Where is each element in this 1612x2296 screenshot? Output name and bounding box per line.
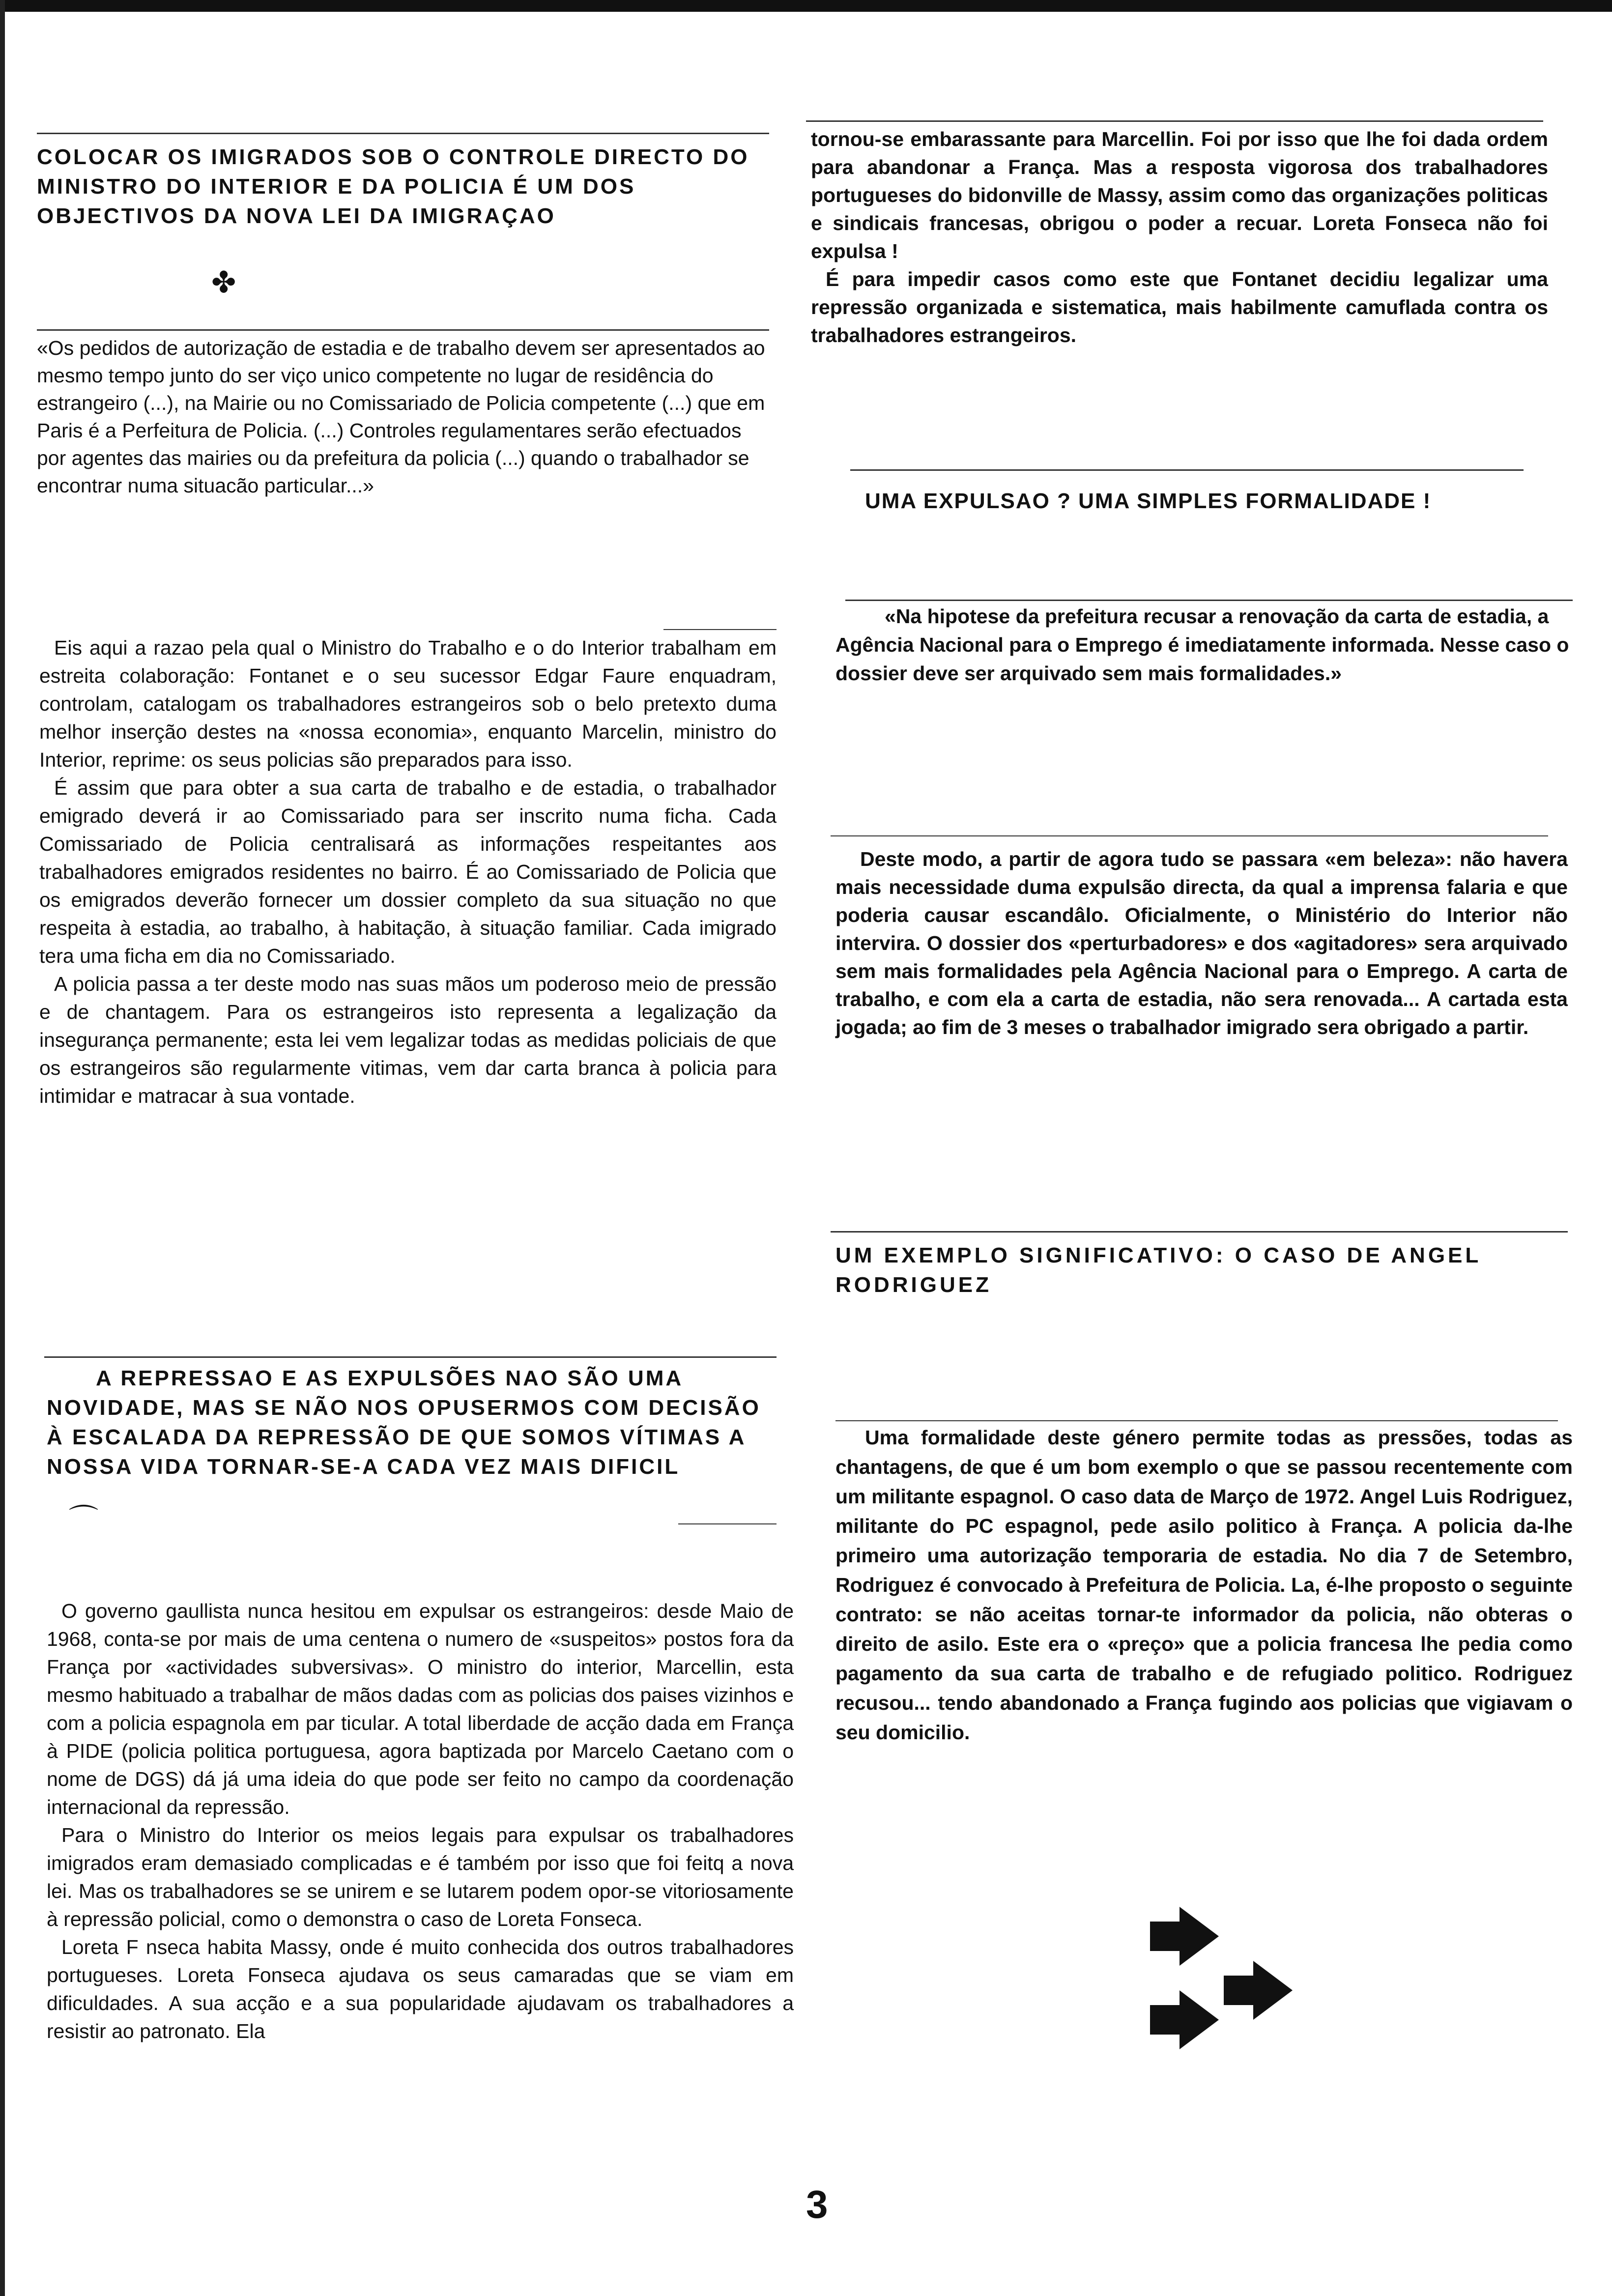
rule <box>835 1420 1558 1421</box>
right-body-3 <box>835 1423 1573 1747</box>
rule <box>663 629 777 630</box>
right-body-2 <box>835 845 1568 1041</box>
body-paragraph: tornou-se embarassante para Marcellin. Foi por isso que lhe foi dada ordem para abandonar a França. Mas a resposta vigorosa dos trabalhadores portugueses do bidonville de Massy, assim como das organizações politicas e sindicais francesas, obrigou o poder a recuar. Loreta Fonseca não foi expulsa ! <box>811 128 1548 262</box>
rule <box>850 469 1524 471</box>
right-heading-2 <box>835 1241 1548 1300</box>
rule <box>678 1523 777 1524</box>
quote-text: «Os pedidos de autorização de estadia e de trabalho devem ser apresentados ao mesmo tempo junto do ser viço unico competente no lugar de residência do estrangeiro (...), na Mairie ou no Comissariado de Policia competente (...) que em Paris é a Perfeitura de Policia. (...) Controles regulamentares serão efectuados por agentes das mairies ou da prefeitura da policia (...) quando o trabalhador se encontrar numa situacão particular...» <box>37 337 765 497</box>
body-paragraph: É para impedir casos como este que Fontanet decidiu legalizar uma repressão organizada e sistematica, mais habilmente camuflada contra os trabalhadores estrangeiros. <box>811 268 1548 346</box>
rule <box>44 1356 777 1358</box>
section-heading: UM EXEMPLO SIGNIFICATIVO: O CASO DE ANGEL RODRIGUEZ <box>835 1243 1481 1297</box>
left-body-2 <box>47 1597 794 2045</box>
body-paragraph: O governo gaullista nunca hesitou em expulsar os estrangeiros: desde Maio de 1968, conta-se por mais de uma centena o numero de «suspeitos» postos fora da França por «actividades subversivas». O ministro do interior, Marcellin, esta mesmo habituado a trabalhar de mãos dadas com as policias dos paises vizinhos e com a policia espagnola em par ticular. A total liberdade de acção dada em França à PIDE (policia politica portuguesa, agora baptizada por Marcelo Caetano com o nome de DGS) dá já uma ideia do que pode ser feito no campo da coordenação internacional da repressão. <box>47 1600 794 1818</box>
section-heading: COLOCAR OS IMIGRADOS SOB O CONTROLE DIRECTO DO MINISTRO DO INTERIOR E DA POLICIA É UM DOS OBJECTIVOS DA NOVA LEI DA IMIGRAÇAO <box>37 145 749 228</box>
right-body-1 <box>811 125 1548 349</box>
arrow-right-icon <box>1150 1907 1219 1966</box>
left-body-1 <box>39 634 777 1110</box>
body-paragraph: É assim que para obter a sua carta de trabalho e de estadia, o trabalhador emigrado deverá ir ao Comissariado para ser inscrito numa ficha. Cada Comissariado de Policia centralisará as informações respeitantes aos trabalhadores emigrados residentes no bairro. É ao Comissariado de Policia que os emigrados deverão fornecer um dossier completo da sua situação no que respeita à estadia, ao trabalho, à habitação, à situação familiar. Cada imigrado tera uma ficha em dia no Comissariado. <box>39 776 777 967</box>
body-paragraph: Eis aqui a razao pela qual o Ministro do Trabalho e o do Interior trabalham em estreita colaboração: Fontanet e o seu sucessor Edgar Faure enquadram, controlam, catalogam os trabalhadores estrangeiros sob o belo pretexto duma melhor inserção destes na «nossa economia», enquanto Marcelin, ministro do Interior, reprime: os seus policias são preparados para isso. <box>39 636 777 771</box>
left-border <box>0 0 5 2296</box>
arrow-right-icon <box>1150 1990 1219 2049</box>
left-quote-1 <box>37 334 769 499</box>
ornament-icon: ⌒ <box>69 1503 98 1536</box>
top-border <box>0 0 1612 12</box>
arrow-right-icon <box>1224 1961 1293 2020</box>
page-number: 3 <box>806 2182 828 2226</box>
quote-text: «Na hipotese da prefeitura recusar a renovação da carta de estadia, a Agência Nacional para o Emprego é imediatamente informada. Nesse caso o dossier deve ser arquivado sem mais formalidades.» <box>835 605 1569 685</box>
right-quote-1 <box>835 602 1573 688</box>
section-heading: A REPRESSAO E AS EXPULSÕES NAO SÃO UMA NOVIDADE, MAS SE NÃO NOS OPUSERMOS COM DECISÃO À ESCALADA DA REPRESSÃO DE QUE SOMOS VÍTIMAS A NOSSA VIDA TORNAR-SE-A CADA VEZ MAIS DIFICIL <box>47 1366 761 1479</box>
body-paragraph: Para o Ministro do Interior os meios legais para expulsar os trabalhadores imigrados eram demasiado complicadas e é também por isso que foi feitq a nova lei. Mas os trabalhadores se se unirem e se lutarem podem opor-se vitoriosamente à repressão policial, como o demonstra o caso de Loreta Fonseca. <box>47 1824 794 1930</box>
body-paragraph: A policia passa a ter deste modo nas suas mãos um poderoso meio de pressão e de chantagem. Para os estrangeiros isto representa a legalização da insegurança permanente; esta lei vem legalizar todas as medidas policiais de que os estrangeiros são regularmente vitimas, vem dar carta branca à policia para intimidar e matracar à sua vontade. <box>39 973 777 1107</box>
rule <box>845 600 1573 601</box>
ornament-icon: ✤ <box>211 266 236 299</box>
left-heading-2 <box>47 1364 779 1482</box>
rule <box>806 120 1543 122</box>
right-heading-1 <box>865 487 1553 516</box>
body-paragraph: Loreta F nseca habita Massy, onde é muito conhecida dos outros trabalhadores portugueses. Loreta Fonseca ajudava os seus camaradas que se viam em dificuldades. A sua acção e a sua popularidade ajudavam os trabalhadores a resistir ao patronato. Ela <box>47 1936 794 2042</box>
section-heading: UMA EXPULSAO ? UMA SIMPLES FORMALIDADE ! <box>865 489 1432 513</box>
rule <box>37 133 769 134</box>
body-paragraph: Uma formalidade deste género permite todas as pressões, todas as chantagens, de que é um bom exemplo o que se passou recentemente com um militante espagnol. O caso data de Março de 1972. Angel Luis Rodriguez, militante do PC espagnol, pede asilo politico à França. A policia da-lhe primeiro uma autorização temporaria de estadia. No dia 7 de Setembro, Rodriguez é convocado à Prefeitura de Policia. La, é-lhe proposto o seguinte contrato: se não aceitas tornar-te informador da policia, não obteras o direito de asilo. Este era o «preço» que a policia francesa lhe pedia como pagamento da sua carta de trabalho e de refugiado politico. Rodriguez recusou... tendo abandonado a França fugindo aos policias que vigiavam o seu domicilio. <box>835 1426 1573 1744</box>
rule <box>831 835 1548 836</box>
body-paragraph: Deste modo, a partir de agora tudo se passara «em beleza»: não havera mais necessidade duma expulsão directa, da qual a imprensa falaria e que poderia causar escandâlo. Oficialmente, o Ministério do Interior não intervira. O dossier dos «perturbadores» e dos «agitadores» sera arquivado sem mais formalidades pela Agência Nacional para o Emprego. A carta de trabalho, e com ela a carta de estadia, não sera renovada... A cartada esta jogada; ao fim de 3 meses o trabalhador imigrado sera obrigado a partir. <box>835 848 1568 1038</box>
left-heading-1 <box>37 143 769 231</box>
rule <box>831 1231 1568 1233</box>
rule <box>37 329 769 331</box>
